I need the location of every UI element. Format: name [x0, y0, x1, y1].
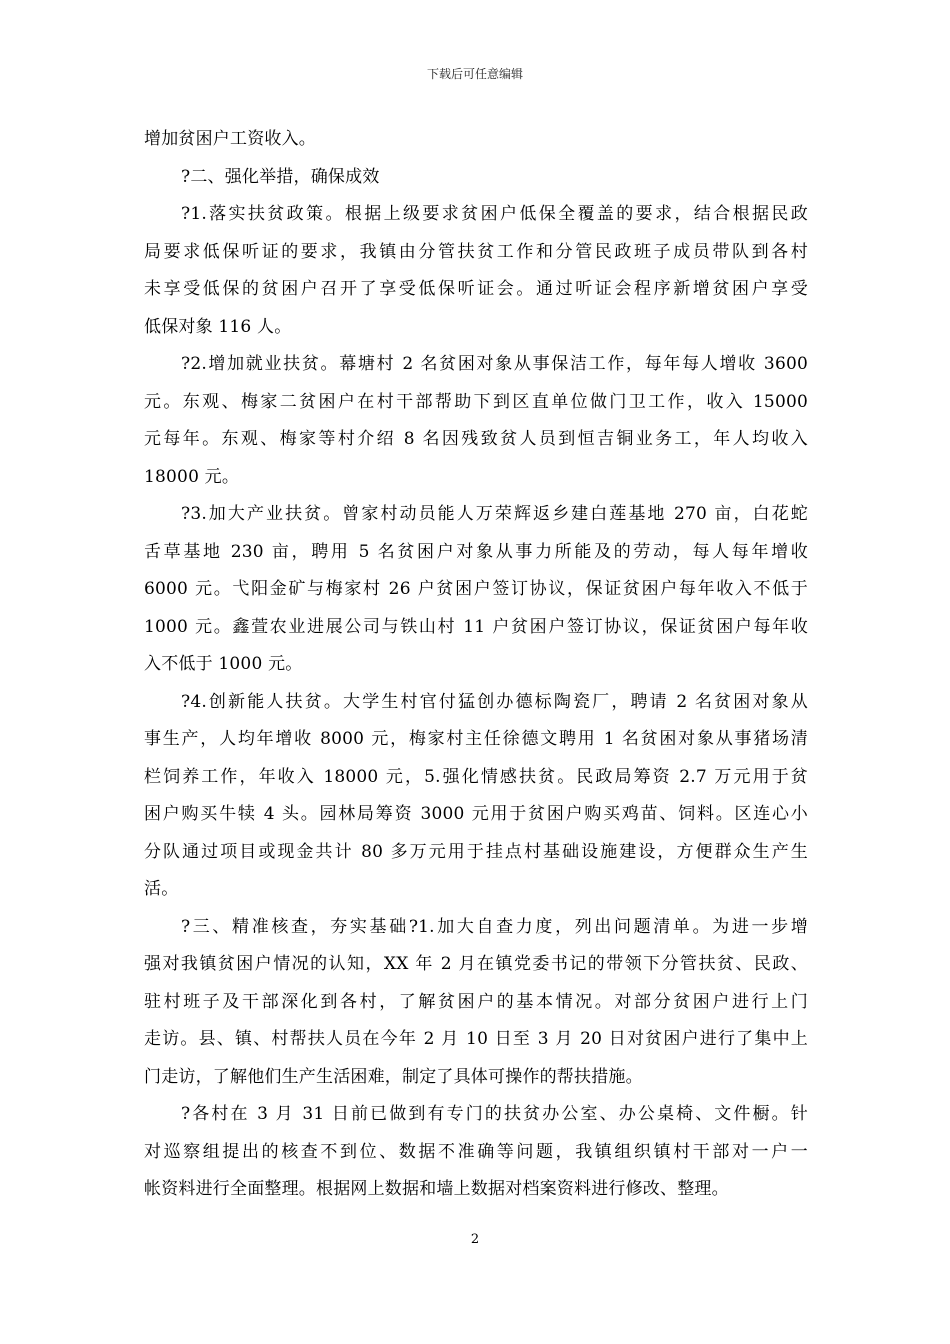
text-line: 局要求低保听证的要求，我镇由分管扶贫工作和分管民政班子成员带队到各村	[144, 241, 808, 262]
text-line: ?2.增加就业扶贫。幕塘村 2 名贫困对象从事保洁工作，每年每人增收 3600	[181, 354, 808, 374]
text-line: ?4.创新能人扶贫。大学生村官付猛创办德标陶瓷厂，聘请 2 名贫困对象从	[181, 691, 808, 712]
document-body	[144, 121, 808, 1209]
text-line: 走访。县、镇、村帮扶人员在今年 2 月 10 日至 3 月 20 日对贫困户进行了集中上	[144, 1029, 808, 1049]
text-line: 1000 元。鑫萱农业进展公司与铁山村 11 户贫困户签订协议，保证贫困户每年收	[144, 616, 808, 637]
text-line: 低保对象 116 人。	[144, 316, 292, 337]
text-line: 强对我镇贫困户情况的认知，XX 年 2 月在镇党委书记的带领下分管扶贫、民政、	[144, 954, 808, 974]
text-line: 驻村班子及干部深化到各村，了解贫困户的基本情况。对部分贫困户进行上门	[144, 991, 808, 1012]
text-line: 帐资料进行全面整理。根据网上数据和墙上数据对档案资料进行修改、整理。	[144, 1179, 729, 1199]
page-header-note: 下载后可任意编辑	[426, 67, 523, 81]
text-line: 困户购买牛犊 4 头。园林局筹资 3000 元用于贫困户购买鸡苗、饲料。区连心小	[144, 804, 808, 824]
text-line: 增加贫困户工资收入。	[144, 129, 316, 149]
section-heading: ?二、强化举措，确保成效	[181, 166, 380, 187]
text-line: 事生产，人均年增收 8000 元，梅家村主任徐德文聘用 1 名贫困对象从事猪场清	[144, 729, 808, 749]
text-line: 18000 元。	[144, 466, 240, 487]
text-line: 对巡察组提出的核查不到位、数据不准确等问题，我镇组织镇村干部对一户一	[144, 1141, 808, 1162]
text-line: ?各村在 3 月 31 日前已做到有专门的扶贫办公室、办公桌椅、文件橱。针	[181, 1104, 808, 1124]
text-line: ?3.加大产业扶贫。曾家村动员能人万荣辉返乡建白莲基地 270 亩，白花蛇	[181, 504, 808, 524]
text-line: 分队通过项目或现金共计 80 多万元用于挂点村基础设施建设，方便群众生产生	[144, 841, 808, 862]
text-line: 未享受低保的贫困户召开了享受低保听证会。通过听证会程序新增贫困户享受	[144, 279, 808, 299]
text-line: 元每年。东观、梅家等村介绍 8 名因残致贫人员到恒吉铜业务工，年人均收入	[144, 429, 808, 449]
text-line: ?1.落实扶贫政策。根据上级要求贫困户低保全覆盖的要求，结合根据民政	[181, 204, 808, 224]
text-line: 栏饲养工作，年收入 18000 元，5.强化情感扶贫。民政局筹资 2.7 万元用于贫	[144, 766, 808, 787]
text-line: 元。东观、梅家二贫困户在村干部帮助下到区直单位做门卫工作，收入 15000	[144, 391, 808, 412]
text-line: 舌草基地 230 亩，聘用 5 名贫困户对象从事力所能及的劳动，每人每年增收	[144, 541, 808, 562]
text-line: 6000 元。弋阳金矿与梅家村 26 户贫困户签订协议，保证贫困户每年收入不低于	[144, 579, 808, 599]
page-number: 2	[470, 1232, 480, 1247]
text-line: 活。	[144, 879, 179, 899]
text-line: ?三、精准核查，夯实基础?1.加大自查力度，列出问题清单。为进一步增	[181, 916, 808, 937]
text-line: 入不低于 1000 元。	[144, 654, 303, 674]
text-line: 门走访，了解他们生产生活困难，制定了具体可操作的帮扶措施。	[144, 1066, 643, 1087]
